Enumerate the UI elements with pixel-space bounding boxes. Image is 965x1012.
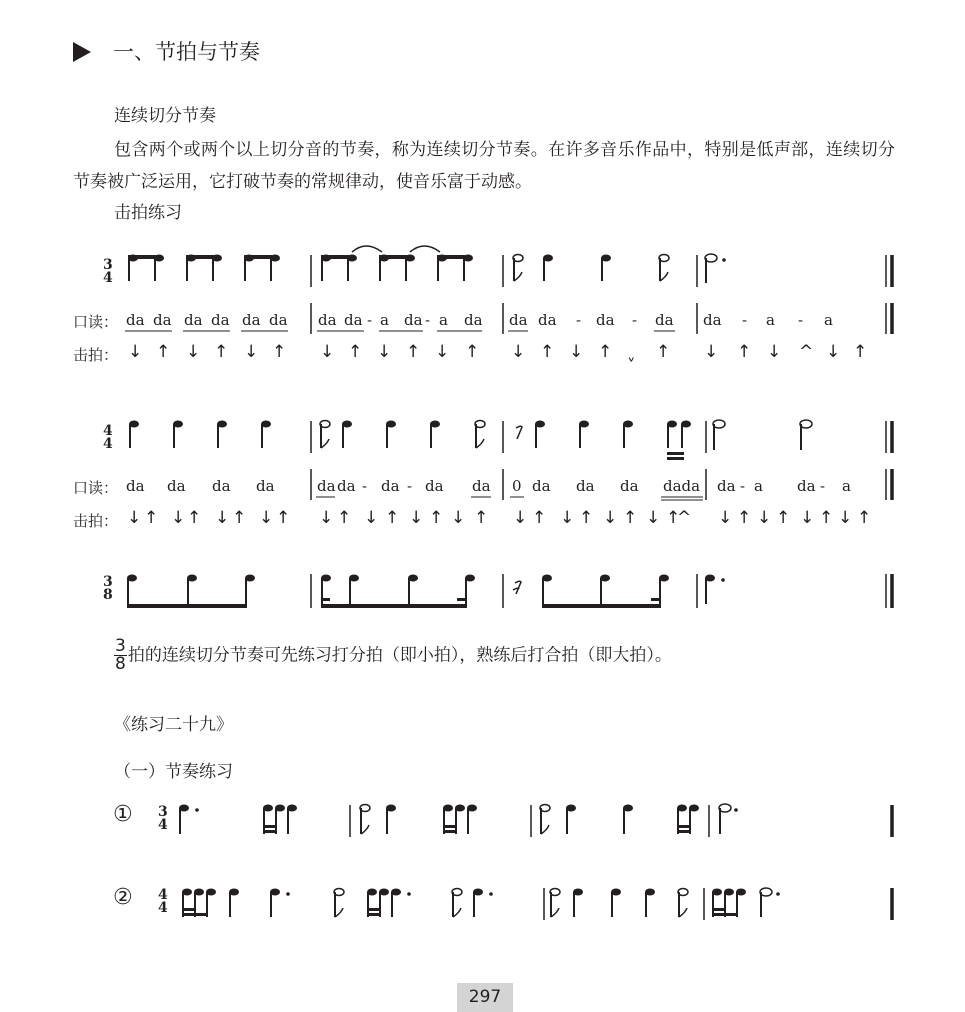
caret-icon: ^ <box>677 508 692 528</box>
tie-mark-icon: ˬ <box>627 342 636 362</box>
syllable: da <box>797 477 816 495</box>
fraction-3-8: $\frac{3}{8}$ <box>115 636 126 674</box>
syllable: da <box>596 311 615 329</box>
down-arrow-icon: ↓ <box>244 342 259 362</box>
up-arrow-icon: ↑ <box>540 342 555 362</box>
syllable: - <box>740 477 746 495</box>
syllable: a <box>380 311 389 329</box>
syllable: a <box>754 477 763 495</box>
syllable: da <box>317 477 336 495</box>
read-label-row2: 口读： <box>73 479 119 497</box>
down-arrow-icon: ↓ <box>409 508 424 528</box>
syllable: da <box>211 311 230 329</box>
syllable: da <box>538 311 557 329</box>
syllable: da <box>344 311 363 329</box>
heading-text: 一、节拍与节奏 <box>113 40 260 64</box>
exercise2-notes <box>182 888 892 920</box>
down-arrow-icon: ↓ <box>646 508 661 528</box>
syllable: da <box>532 477 551 495</box>
read-label-row1: 口读： <box>73 313 119 331</box>
syllable: da <box>184 311 203 329</box>
syllable: - <box>362 477 368 495</box>
down-arrow-icon: ↓ <box>838 508 853 528</box>
down-arrow-icon: ↓ <box>767 342 782 362</box>
up-arrow-icon: ↑ <box>276 508 291 528</box>
up-arrow-icon: ↑ <box>337 508 352 528</box>
down-arrow-icon: ↓ <box>560 508 575 528</box>
paragraph: 包含两个或两个以上切分音的节奏，称为连续切分节奏。在许多音乐作品中，特别是低声部，连续切分节奏被广泛运用，它打破节奏的常规律动，使音乐富于动感。 <box>73 140 895 192</box>
up-arrow-icon: ↑ <box>474 508 489 528</box>
beat-label-row2: 击拍： <box>73 512 119 530</box>
syllable: da <box>126 311 145 329</box>
syllable: - <box>798 311 804 329</box>
down-arrow-icon: ↓ <box>704 342 719 362</box>
time-signature-row2: 4 4 <box>103 423 113 452</box>
down-arrow-icon: ↓ <box>826 342 841 362</box>
up-arrow-icon: ↑ <box>737 342 752 362</box>
down-arrow-icon: ↓ <box>377 342 392 362</box>
exercise-subtitle: （一）节奏练习 <box>114 762 233 782</box>
syllable: dada <box>663 477 701 495</box>
syllable: da <box>509 311 528 329</box>
page-number: 297 <box>457 983 513 1012</box>
up-arrow-icon: ↑ <box>857 508 872 528</box>
up-arrow-icon: ↑ <box>598 342 613 362</box>
syllable: da <box>242 311 261 329</box>
beat-label-row1: 击拍： <box>73 346 119 364</box>
up-arrow-icon: ↑ <box>429 508 444 528</box>
syllable: da <box>153 311 172 329</box>
up-arrow-icon: ↑ <box>666 508 681 528</box>
up-arrow-icon: ↑ <box>853 342 868 362</box>
down-arrow-icon: ↓ <box>451 508 466 528</box>
practice-label: 击拍练习 <box>114 203 182 223</box>
down-arrow-icon: ↓ <box>215 508 230 528</box>
syllable-rest: 0 <box>512 477 522 495</box>
caret-icon: ^ <box>799 342 814 362</box>
up-arrow-icon: ↑ <box>232 508 247 528</box>
time-signature-row3: 3 8 <box>103 574 113 603</box>
syllable: a <box>439 311 448 329</box>
syllable: da <box>381 477 400 495</box>
row1-notes <box>125 246 892 334</box>
down-arrow-icon: ↓ <box>127 508 142 528</box>
up-arrow-icon: ↑ <box>656 342 671 362</box>
up-arrow-icon: ↑ <box>819 508 834 528</box>
syllable: a <box>766 311 775 329</box>
down-arrow-icon: ↓ <box>320 342 335 362</box>
row3-notes <box>127 574 892 608</box>
up-arrow-icon: ↑ <box>623 508 638 528</box>
exercise1-notes <box>179 804 892 837</box>
exercise-marker-1: ① <box>113 802 133 827</box>
down-arrow-icon: ↓ <box>800 508 815 528</box>
syllable: da <box>337 477 356 495</box>
up-arrow-icon: ↑ <box>272 342 287 362</box>
time-signature-ex1: 3 4 <box>158 804 168 833</box>
syllable: - <box>407 477 413 495</box>
up-arrow-icon: ↑ <box>532 508 547 528</box>
syllable: da <box>472 477 491 495</box>
syllable: da <box>425 477 444 495</box>
syllable: - <box>576 311 582 329</box>
up-arrow-icon: ↑ <box>214 342 229 362</box>
down-arrow-icon: ↓ <box>128 342 143 362</box>
up-arrow-icon: ↑ <box>348 342 363 362</box>
up-arrow-icon: ↑ <box>385 508 400 528</box>
syllable: - <box>367 311 373 329</box>
down-arrow-icon: ↓ <box>435 342 450 362</box>
down-arrow-icon: ↓ <box>171 508 186 528</box>
syllable: da <box>167 477 186 495</box>
down-arrow-icon: ↓ <box>757 508 772 528</box>
syllable: da <box>464 311 483 329</box>
syllable: da <box>620 477 639 495</box>
exercise-title: 《练习二十九》 <box>114 715 233 735</box>
down-arrow-icon: ↓ <box>511 342 526 362</box>
up-arrow-icon: ↑ <box>465 342 480 362</box>
syllable: da <box>256 477 275 495</box>
subheading: 连续切分节奏 <box>114 106 216 126</box>
down-arrow-icon: ↓ <box>319 508 334 528</box>
syllable: - <box>632 311 638 329</box>
syllable: da <box>318 311 337 329</box>
up-arrow-icon: ↑ <box>156 342 171 362</box>
up-arrow-icon: ↑ <box>579 508 594 528</box>
syllable: - <box>742 311 748 329</box>
syllable: - <box>425 311 431 329</box>
up-arrow-icon: ↑ <box>187 508 202 528</box>
down-arrow-icon: ↓ <box>186 342 201 362</box>
syllable: da <box>269 311 288 329</box>
down-arrow-icon: ↓ <box>364 508 379 528</box>
down-arrow-icon: ↓ <box>259 508 274 528</box>
down-arrow-icon: ↓ <box>569 342 584 362</box>
up-arrow-icon: ↑ <box>144 508 159 528</box>
down-arrow-icon: ↓ <box>603 508 618 528</box>
syllable: da <box>404 311 423 329</box>
syllable: da <box>717 477 736 495</box>
up-arrow-icon: ↑ <box>776 508 791 528</box>
time-signature-ex2: 4 4 <box>158 887 168 916</box>
syllable: da <box>703 311 722 329</box>
up-arrow-icon: ↑ <box>737 508 752 528</box>
time-signature-row1: 3 4 <box>103 257 113 286</box>
exercise-marker-2: ② <box>113 885 133 910</box>
row2-notes <box>129 420 892 500</box>
syllable: a <box>842 477 851 495</box>
syllable: da <box>576 477 595 495</box>
syllable: da <box>655 311 674 329</box>
down-arrow-icon: ↓ <box>513 508 528 528</box>
syllable: a <box>824 311 833 329</box>
syllable: - <box>820 477 826 495</box>
syllable: da <box>212 477 231 495</box>
fraction-note-text: 拍的连续切分节奏可先练习打分拍（即小拍），熟练后打合拍（即大拍）。 <box>127 645 672 666</box>
syllable: da <box>126 477 145 495</box>
down-arrow-icon: ↓ <box>718 508 733 528</box>
up-arrow-icon: ↑ <box>406 342 421 362</box>
